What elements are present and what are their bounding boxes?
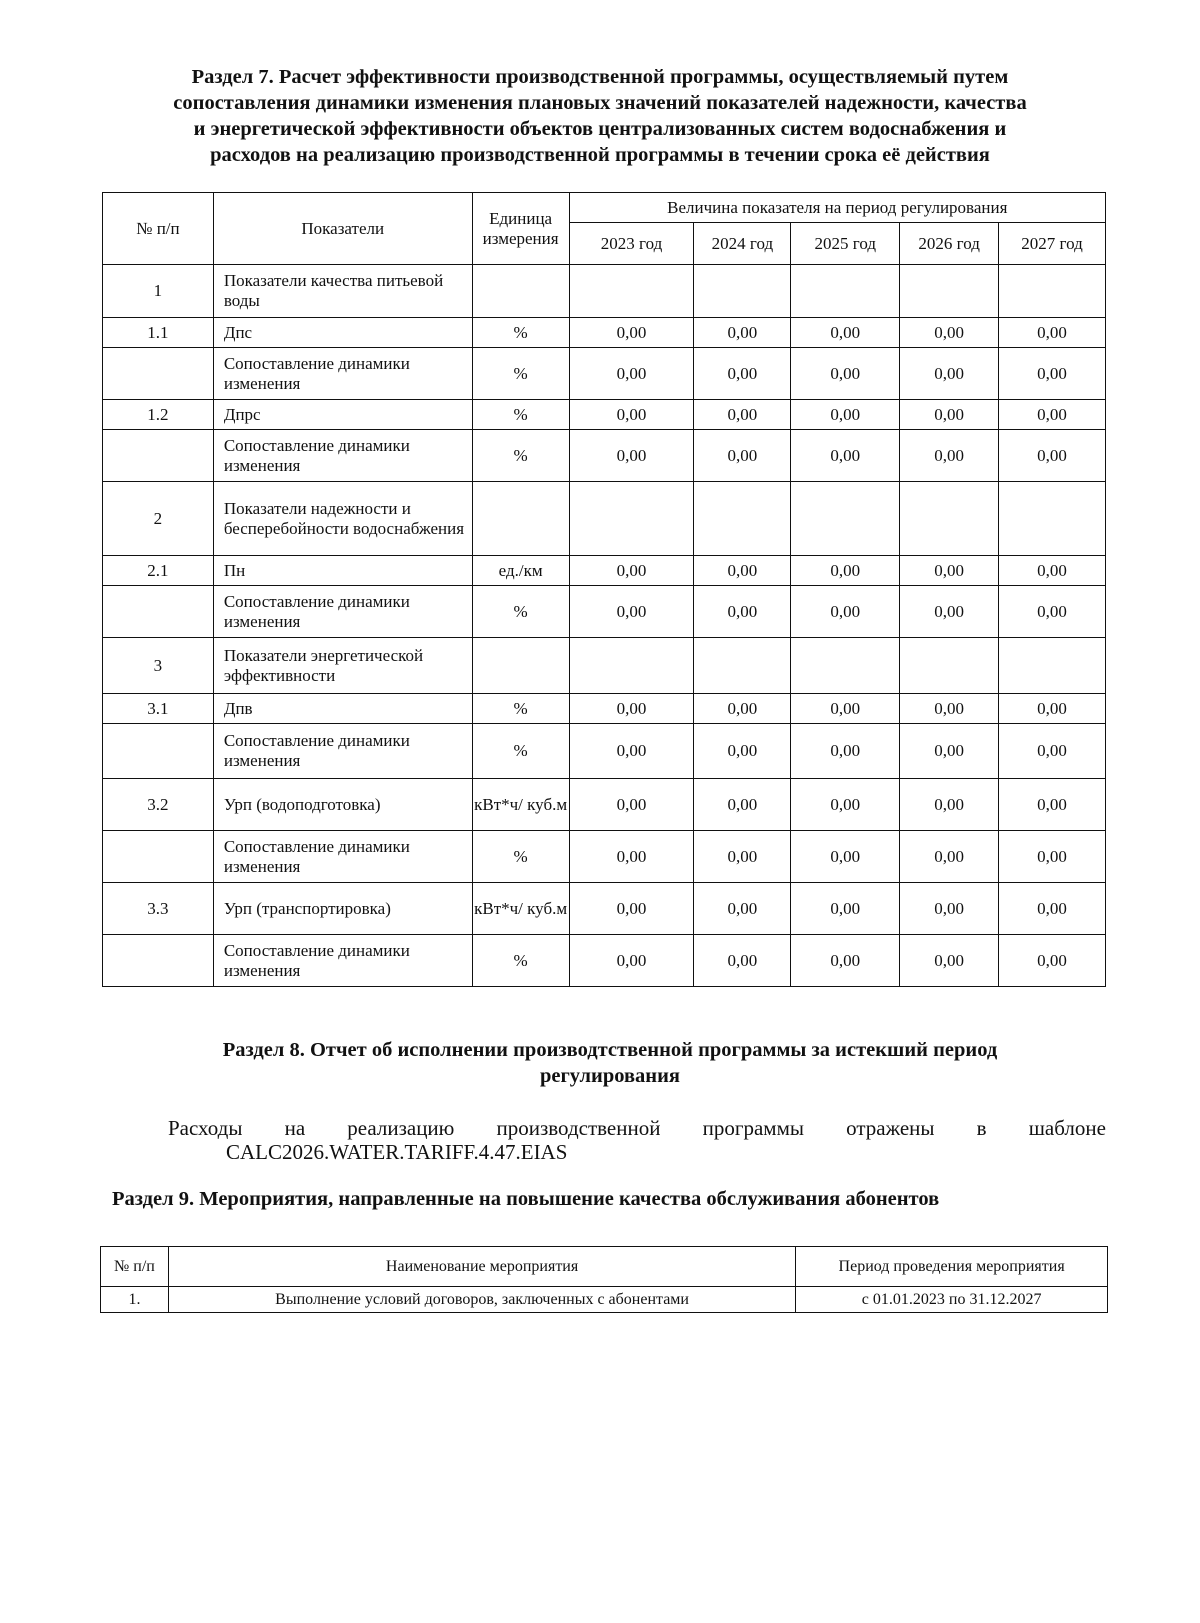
value-cell: 0,00 <box>999 586 1106 638</box>
value-cell <box>900 265 999 318</box>
section7-title-line: Раздел 7. Расчет эффективности производственной программы, осуществляемый путем <box>191 66 1009 88</box>
section7-heading <box>100 64 1100 168</box>
value-cell <box>999 265 1106 318</box>
value-cell: 0,00 <box>999 694 1106 724</box>
value-cell: 0,00 <box>999 935 1106 987</box>
value-cell: 0,00 <box>900 779 999 831</box>
value-cell: 0,00 <box>791 348 900 400</box>
unit-cell: кВт*ч/ куб.м <box>472 779 569 831</box>
section7-title-line: сопоставления динамики изменения плановых значений показателей надежности, качества <box>173 92 1027 114</box>
row-number <box>103 935 214 987</box>
section8-paragraph <box>168 1116 1106 1164</box>
value-cell: 0,00 <box>569 586 694 638</box>
value-cell: 0,00 <box>900 935 999 987</box>
value-cell: 0,00 <box>791 556 900 586</box>
paragraph-word: Расходы <box>168 1116 243 1140</box>
section7-title-line: и энергетической эффективности объектов централизованных систем водоснабжения и <box>193 118 1007 140</box>
table-row <box>103 724 1106 779</box>
row-number: 3.3 <box>103 883 214 935</box>
table-row <box>103 779 1106 831</box>
unit-cell: % <box>472 400 569 430</box>
paragraph-word: в <box>976 1116 987 1140</box>
measure-name: Выполнение условий договоров, заключенных с абонентами <box>168 1287 795 1313</box>
value-cell: 0,00 <box>569 883 694 935</box>
value-cell: 0,00 <box>694 586 791 638</box>
row-number: 2.1 <box>103 556 214 586</box>
indicator-name: Сопоставление динамики изменения <box>213 348 472 400</box>
indicator-name: Дпв <box>213 694 472 724</box>
unit-cell: % <box>472 694 569 724</box>
value-cell: 0,00 <box>569 935 694 987</box>
unit-cell <box>472 482 569 556</box>
indicator-name: Дпрс <box>213 400 472 430</box>
value-cell <box>694 265 791 318</box>
value-cell: 0,00 <box>900 348 999 400</box>
unit-cell: % <box>472 318 569 348</box>
value-cell: 0,00 <box>569 724 694 779</box>
value-cell: 0,00 <box>569 348 694 400</box>
table-row <box>103 935 1106 987</box>
value-cell: 0,00 <box>999 400 1106 430</box>
value-cell <box>569 265 694 318</box>
header-year: 2026 год <box>900 223 999 265</box>
value-cell <box>694 638 791 694</box>
table-row <box>103 430 1106 482</box>
value-cell <box>791 482 900 556</box>
value-cell <box>900 482 999 556</box>
indicator-name: Сопоставление динамики изменения <box>213 935 472 987</box>
indicators-table-body <box>103 265 1106 987</box>
value-cell: 0,00 <box>694 318 791 348</box>
value-cell: 0,00 <box>694 935 791 987</box>
value-cell: 0,00 <box>999 430 1106 482</box>
header-year: 2027 год <box>999 223 1106 265</box>
value-cell: 0,00 <box>900 724 999 779</box>
header-year: 2025 год <box>791 223 900 265</box>
paragraph-word: на <box>284 1116 306 1140</box>
unit-cell: ед./км <box>472 556 569 586</box>
value-cell <box>791 265 900 318</box>
section9-title: Раздел 9. Мероприятия, направленные на повышение качества обслуживания абонентов <box>112 1188 940 1210</box>
section8-heading <box>140 1037 1080 1089</box>
section9-heading <box>112 1186 939 1212</box>
value-cell: 0,00 <box>694 724 791 779</box>
row-number <box>103 724 214 779</box>
table-row <box>103 586 1106 638</box>
value-cell: 0,00 <box>569 430 694 482</box>
value-cell: 0,00 <box>999 318 1106 348</box>
table-row <box>103 883 1106 935</box>
table-row <box>103 400 1106 430</box>
unit-cell: % <box>472 430 569 482</box>
unit-cell: кВт*ч/ куб.м <box>472 883 569 935</box>
table-row <box>103 831 1106 883</box>
value-cell: 0,00 <box>569 694 694 724</box>
value-cell: 0,00 <box>569 556 694 586</box>
value-cell: 0,00 <box>999 724 1106 779</box>
unit-cell: % <box>472 935 569 987</box>
value-cell <box>569 482 694 556</box>
value-cell <box>999 638 1106 694</box>
value-cell: 0,00 <box>694 400 791 430</box>
value-cell: 0,00 <box>694 694 791 724</box>
row-number: 3.1 <box>103 694 214 724</box>
unit-cell <box>472 638 569 694</box>
value-cell: 0,00 <box>694 348 791 400</box>
header-num: № п/п <box>101 1247 169 1287</box>
row-number: 3 <box>103 638 214 694</box>
value-cell: 0,00 <box>999 779 1106 831</box>
indicator-name: Сопоставление динамики изменения <box>213 586 472 638</box>
table-row <box>103 318 1106 348</box>
value-cell: 0,00 <box>791 724 900 779</box>
value-cell: 0,00 <box>900 400 999 430</box>
value-cell: 0,00 <box>900 430 999 482</box>
indicator-name: Сопоставление динамики изменения <box>213 430 472 482</box>
table-row <box>103 638 1106 694</box>
row-number: 1.1 <box>103 318 214 348</box>
value-cell <box>999 482 1106 556</box>
table-row <box>103 482 1106 556</box>
section7-title-line: расходов на реализацию производственной программы в течении срока её действия <box>210 144 990 166</box>
value-cell <box>569 638 694 694</box>
row-number: 1 <box>103 265 214 318</box>
value-cell: 0,00 <box>999 883 1106 935</box>
measure-number: 1. <box>101 1287 169 1313</box>
row-number: 1.2 <box>103 400 214 430</box>
unit-cell: % <box>472 586 569 638</box>
value-cell: 0,00 <box>900 556 999 586</box>
indicator-name: Сопоставление динамики изменения <box>213 831 472 883</box>
unit-cell: % <box>472 348 569 400</box>
value-cell: 0,00 <box>900 694 999 724</box>
value-cell: 0,00 <box>999 556 1106 586</box>
paragraph-line1 <box>168 1116 1106 1140</box>
table-row <box>103 694 1106 724</box>
paragraph-word: производственной <box>496 1116 661 1140</box>
indicators-table <box>102 192 1106 987</box>
value-cell: 0,00 <box>791 831 900 883</box>
value-cell: 0,00 <box>791 779 900 831</box>
row-number <box>103 348 214 400</box>
indicator-name: Урп (транспортировка) <box>213 883 472 935</box>
indicator-name: Показатели энергетической эффективности <box>213 638 472 694</box>
indicator-name: Показатели надежности и бесперебойности водоснабжения <box>213 482 472 556</box>
measures-table <box>100 1246 1108 1313</box>
table-row <box>103 348 1106 400</box>
value-cell: 0,00 <box>791 694 900 724</box>
indicator-name: Сопоставление динамики изменения <box>213 724 472 779</box>
value-cell: 0,00 <box>694 831 791 883</box>
value-cell: 0,00 <box>900 318 999 348</box>
paragraph-word: шаблоне <box>1028 1116 1106 1140</box>
row-number: 3.2 <box>103 779 214 831</box>
value-cell <box>791 638 900 694</box>
value-cell: 0,00 <box>791 883 900 935</box>
header-period-group: Величина показателя на период регулирования <box>569 193 1105 223</box>
value-cell: 0,00 <box>569 831 694 883</box>
value-cell: 0,00 <box>900 883 999 935</box>
unit-cell: % <box>472 724 569 779</box>
table-row <box>103 265 1106 318</box>
unit-cell: % <box>472 831 569 883</box>
value-cell: 0,00 <box>569 318 694 348</box>
row-number <box>103 831 214 883</box>
paragraph-line2: CALC2026.WATER.TARIFF.4.47.EIAS <box>226 1140 568 1164</box>
header-year: 2023 год <box>569 223 694 265</box>
header-unit: Единица измерения <box>472 193 569 265</box>
value-cell: 0,00 <box>694 883 791 935</box>
indicator-name: Пн <box>213 556 472 586</box>
value-cell: 0,00 <box>999 831 1106 883</box>
header-year: 2024 год <box>694 223 791 265</box>
value-cell: 0,00 <box>791 318 900 348</box>
value-cell: 0,00 <box>791 400 900 430</box>
indicator-name: Дпс <box>213 318 472 348</box>
section8-title-line: Раздел 8. Отчет об исполнении производтственной программы за истекший период <box>222 1039 998 1061</box>
value-cell: 0,00 <box>569 779 694 831</box>
paragraph-word: реализацию <box>347 1116 455 1140</box>
unit-cell <box>472 265 569 318</box>
row-number <box>103 430 214 482</box>
value-cell: 0,00 <box>694 556 791 586</box>
indicator-name: Урп (водоподготовка) <box>213 779 472 831</box>
value-cell: 0,00 <box>569 400 694 430</box>
value-cell: 0,00 <box>900 831 999 883</box>
row-number <box>103 586 214 638</box>
value-cell <box>694 482 791 556</box>
value-cell: 0,00 <box>694 430 791 482</box>
value-cell: 0,00 <box>791 430 900 482</box>
measure-period: с 01.01.2023 по 31.12.2027 <box>796 1287 1108 1313</box>
section8-title-line: регулирования <box>539 1065 681 1087</box>
header-period: Период проведения мероприятия <box>796 1247 1108 1287</box>
value-cell: 0,00 <box>999 348 1106 400</box>
table-row <box>103 556 1106 586</box>
paragraph-word: отражены <box>846 1116 935 1140</box>
value-cell: 0,00 <box>791 586 900 638</box>
measures-table-body <box>101 1287 1108 1313</box>
indicator-name: Показатели качества питьевой воды <box>213 265 472 318</box>
table-row <box>101 1287 1108 1313</box>
value-cell: 0,00 <box>900 586 999 638</box>
row-number: 2 <box>103 482 214 556</box>
paragraph-word: программы <box>702 1116 804 1140</box>
header-name: Наименование мероприятия <box>168 1247 795 1287</box>
value-cell: 0,00 <box>791 935 900 987</box>
header-num: № п/п <box>103 193 214 265</box>
value-cell: 0,00 <box>694 779 791 831</box>
header-indicator: Показатели <box>213 193 472 265</box>
value-cell <box>900 638 999 694</box>
